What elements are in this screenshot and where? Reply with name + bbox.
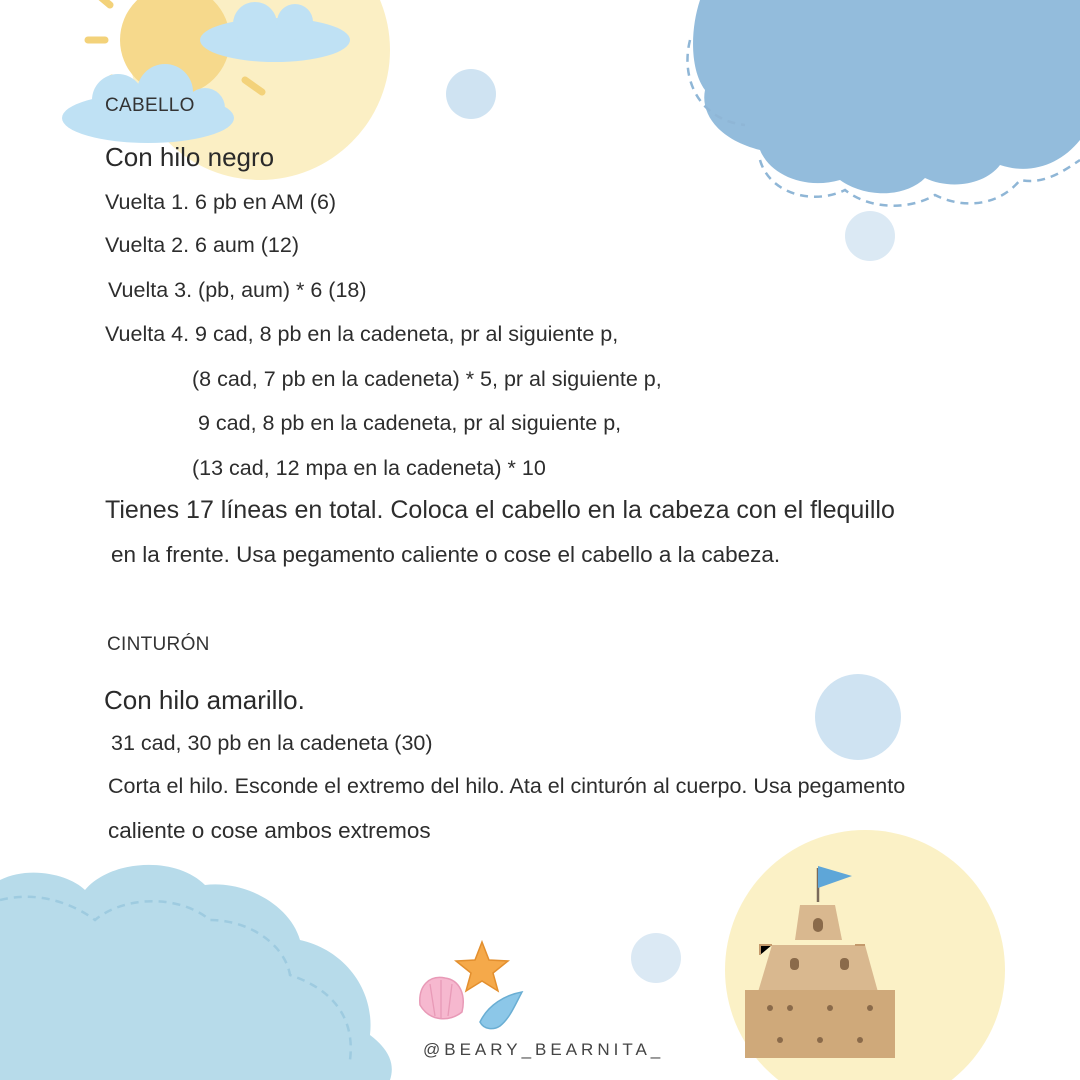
dot: [446, 69, 496, 119]
instagram-handle: @BEARY_BEARNITA_: [423, 1040, 665, 1059]
cabello-note-line-2: en la frente. Usa pegamento caliente o cose el cabello a la cabeza.: [111, 542, 781, 567]
round-3: Vuelta 3. (pb, aum) * 6 (18): [108, 278, 367, 302]
cinturon-subheading: Con hilo amarillo.: [104, 685, 305, 715]
starfish-icon: [456, 942, 508, 991]
cabello-subheading: Con hilo negro: [105, 142, 275, 172]
cinturon-line-3: caliente o cose ambos extremos: [108, 818, 431, 843]
conch-shell-icon: [480, 992, 522, 1029]
big-cloud-icon: [687, 0, 1080, 206]
cabello-note-line-1: Tienes 17 líneas en total. Coloca el cabello en la cabeza con el flequillo: [105, 496, 895, 524]
dot: [631, 933, 681, 983]
round-2: Vuelta 2. 6 aum (12): [105, 233, 300, 257]
round-4-cont-2: 9 cad, 8 pb en la cadeneta, pr al siguiente p,: [198, 411, 622, 435]
dot: [845, 211, 895, 261]
cinturon-heading: CINTURÓN: [107, 634, 210, 655]
cinturon-line-2: Corta el hilo. Esconde el extremo del hilo. Ata el cinturón al cuerpo. Usa pegamento: [108, 774, 906, 798]
round-1: Vuelta 1. 6 pb en AM (6): [105, 190, 337, 214]
round-4-cont-3: (13 cad, 12 mpa en la cadeneta) * 10: [192, 456, 546, 480]
bottom-cloud-icon: [0, 865, 392, 1080]
round-4-cont-1: (8 cad, 7 pb en la cadeneta) * 5, pr al siguiente p,: [192, 367, 662, 391]
cinturon-line-1: 31 cad, 30 pb en la cadeneta (30): [111, 731, 433, 755]
seashell-icon: [420, 977, 463, 1018]
dot: [815, 674, 901, 760]
round-4: Vuelta 4. 9 cad, 8 pb en la cadeneta, pr al siguiente p,: [105, 322, 619, 346]
cabello-heading: CABELLO: [105, 95, 195, 116]
